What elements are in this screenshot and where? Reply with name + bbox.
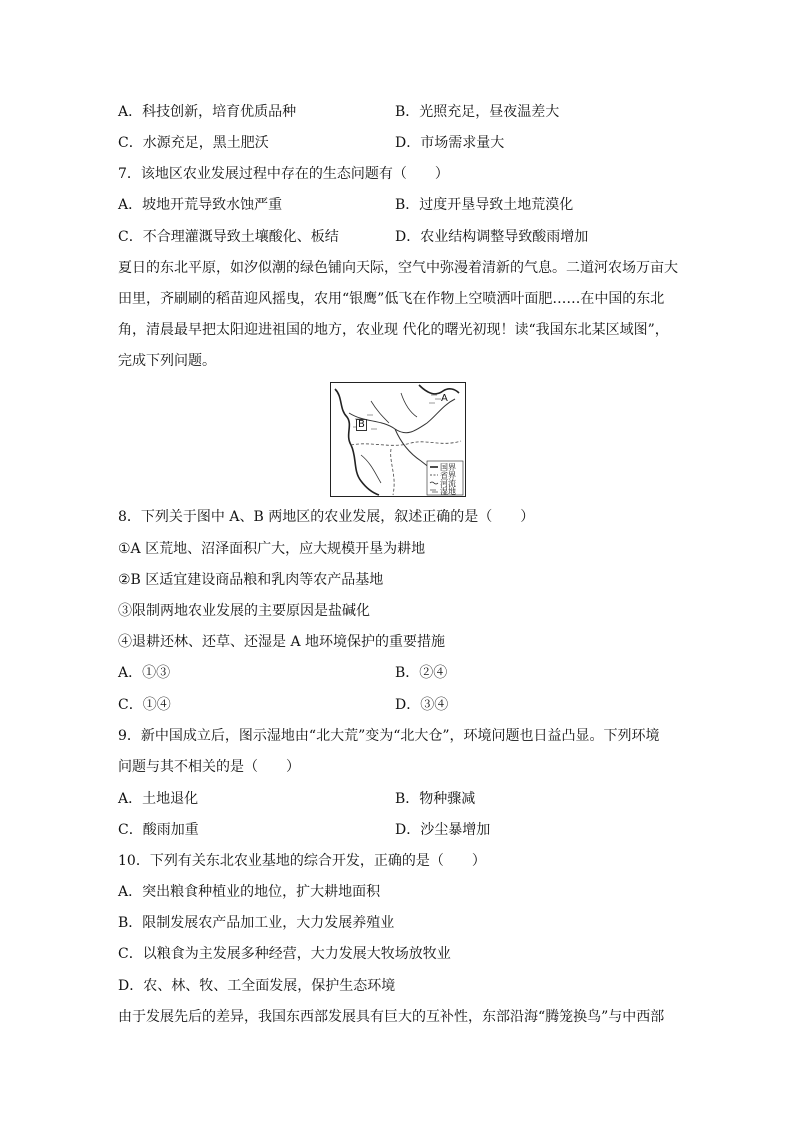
q8-stem: 8．下列关于图中 A、B 两地区的农业发展，叙述正确的是（ ） [118, 509, 535, 525]
q10-option-a: A．突出粮食种植业的地位，扩大耕地面积 [118, 884, 381, 900]
q6-option-b: B．光照充足，昼夜温差大 [395, 104, 560, 120]
q10-option-d: D．农、林、牧、工全面发展，保护生态环境 [118, 978, 396, 994]
q9-option-b: B．物种骤减 [395, 791, 476, 807]
q7-stem: 7．该地区农业发展过程中存在的生态问题有（ ） [118, 166, 449, 182]
q8-statement-2: ②B 区适宜建设商品粮和乳肉等农产品基地 [118, 572, 384, 588]
legend-river: 河流 [440, 479, 456, 488]
q7-option-c: C．不合理灌溉导致土壤酸化、板结 [118, 229, 339, 245]
q8-option-b: B．②④ [395, 665, 448, 681]
q8-option-d: D．③④ [395, 697, 449, 713]
q8-statement-1: ①A 区荒地、沼泽面积广大，应大规模开垦为耕地 [118, 541, 426, 557]
legend-wetland: 湿地 [440, 487, 456, 496]
northeast-region-map [330, 382, 466, 497]
q8-option-a: A．①③ [118, 665, 171, 681]
q7-option-a: A．坡地开荒导致水蚀严重 [118, 197, 283, 213]
q10-option-b: B．限制发展农产品加工业，大力发展养殖业 [118, 915, 395, 931]
passage1-line1: 夏日的东北平原，如汐似潮的绿色铺向天际，空气中弥漫着清新的气息。二道河农场万亩大 [118, 260, 678, 276]
q10-stem: 10．下列有关东北农业基地的综合开发，正确的是（ ） [118, 853, 486, 869]
legend-province-border: 省界 [440, 471, 456, 480]
passage2-line1: 由于发展先后的差异，我国东西部发展具有巨大的互补性，东部沿海“腾笼换鸟”与中西部 [118, 1009, 665, 1025]
q8-statement-3: ③限制两地农业发展的主要原因是盐碱化 [118, 603, 370, 619]
q7-option-b: B．过度开垦导致土地荒漠化 [395, 197, 574, 213]
q7-option-d: D．农业结构调整导致酸雨增加 [395, 229, 589, 245]
map-label-a: A [441, 393, 448, 404]
q9-stem-line1: 9．新中国成立后，图示湿地由“北大荒”变为“北大仓”，环境问题也日益凸显。下列环境 [118, 728, 660, 744]
legend-national-border: 国界 [440, 463, 456, 472]
q6-option-c: C．水源充足，黑土肥沃 [118, 135, 269, 151]
q9-stem-line2: 问题与其不相关的是（ ） [118, 759, 300, 775]
q8-statement-4: ④退耕还林、还草、还湿是 A 地环境保护的重要措施 [118, 634, 446, 650]
q9-option-a: A．土地退化 [118, 791, 199, 807]
q6-option-a: A．科技创新，培育优质品种 [118, 104, 297, 120]
passage1-line4: 完成下列问题。 [118, 353, 216, 369]
passage1-line3: 角，清晨最早把太阳迎进祖国的地方，农业现 代化的曙光初现！读“我国东北某区域图”， [118, 322, 669, 338]
q6-option-d: D．市场需求量大 [395, 135, 505, 151]
q9-option-c: C．酸雨加重 [118, 822, 199, 838]
map-label-b: B [358, 419, 365, 430]
q10-option-c: C．以粮食为主发展多种经营，大力发展大牧场放牧业 [118, 946, 451, 962]
q8-option-c: C．①④ [118, 697, 171, 713]
q9-option-d: D．沙尘暴增加 [395, 822, 491, 838]
passage1-line2: 田里，齐刷刷的稻苗迎风摇曳，农用“银鹰”低飞在作物上空喷洒叶面肥……在中国的东北 [118, 291, 665, 307]
